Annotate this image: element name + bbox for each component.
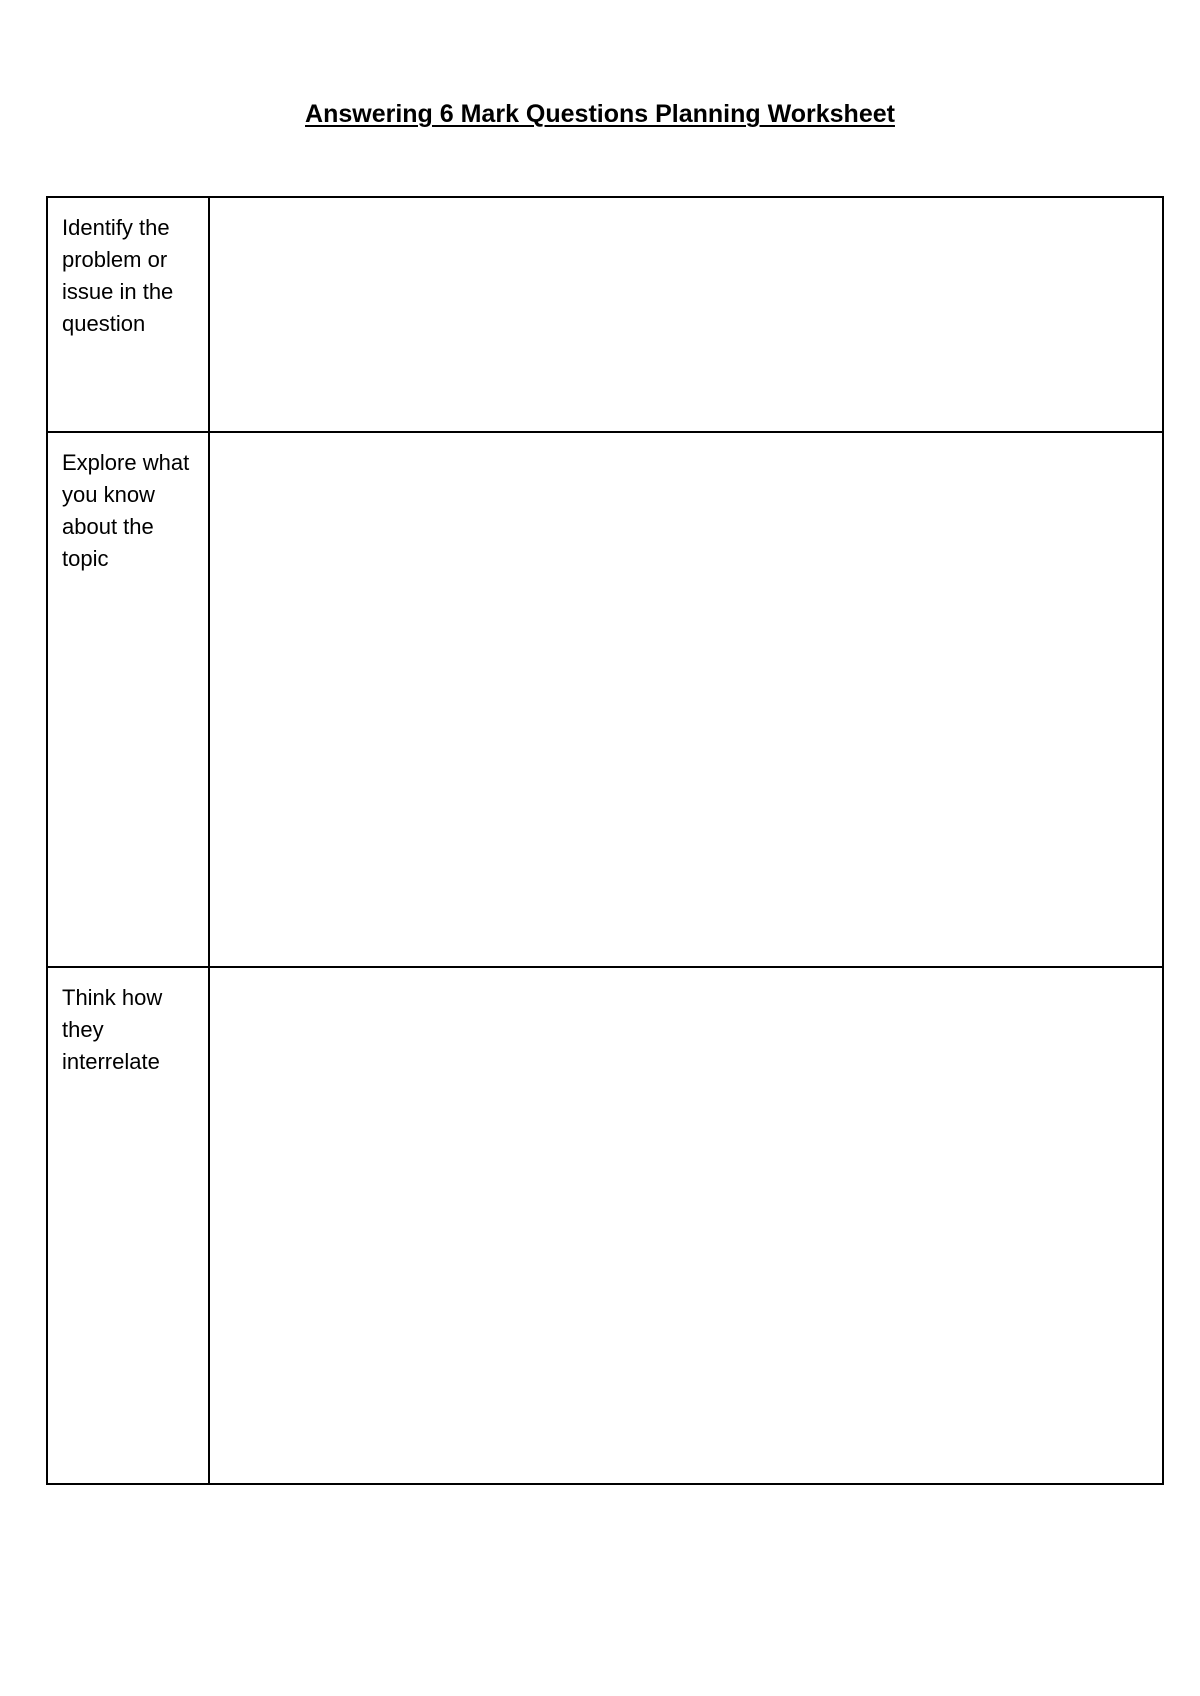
- table-row: [47, 967, 1163, 1484]
- row-label-cell: [47, 197, 209, 432]
- table-row: [47, 432, 1163, 967]
- table-row: [47, 197, 1163, 432]
- row-label-identify: Identify the problem or issue in the question: [62, 215, 174, 336]
- row-label-cell: [47, 432, 209, 967]
- page-title: Answering 6 Mark Questions Planning Worksheet: [305, 100, 895, 128]
- row-label-explore: Explore what you know about the topic: [62, 450, 190, 571]
- planning-table: [46, 196, 1164, 1485]
- answer-box-think[interactable]: [209, 967, 1163, 1484]
- answer-box-explore[interactable]: [209, 432, 1163, 967]
- row-label-think: Think how they interrelate: [62, 985, 163, 1074]
- row-label-cell: [47, 967, 209, 1484]
- answer-box-identify[interactable]: [209, 197, 1163, 432]
